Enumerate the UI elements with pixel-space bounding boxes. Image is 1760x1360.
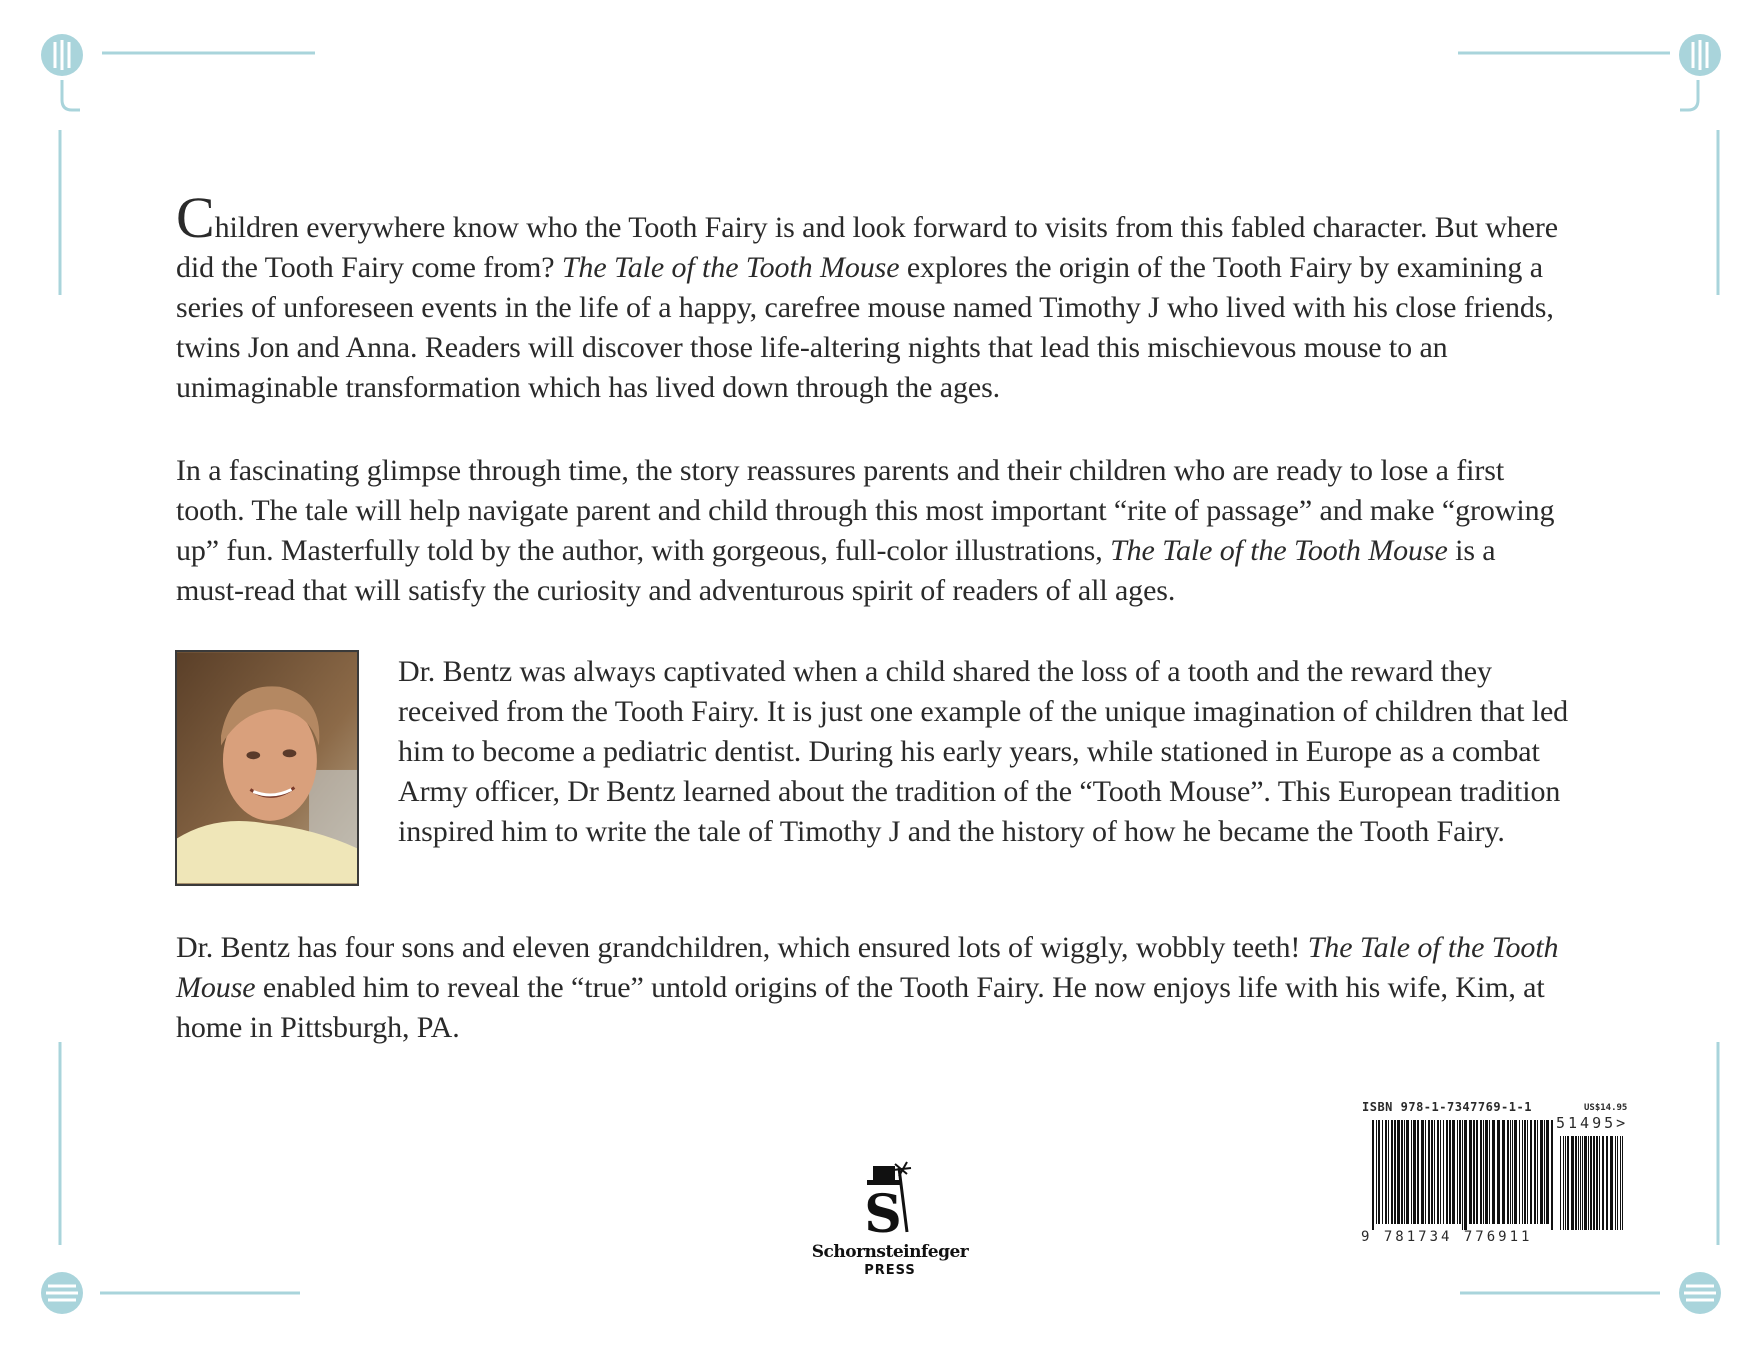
barcode-bar bbox=[1602, 1136, 1604, 1230]
barcode-bar bbox=[1537, 1120, 1538, 1224]
barcode-bar bbox=[1534, 1120, 1536, 1224]
barcode-bar bbox=[1404, 1120, 1405, 1224]
chimney-sweep-logo-icon bbox=[855, 1160, 925, 1240]
ean-digits: 9 781734 776911 bbox=[1361, 1229, 1533, 1245]
barcode-bar bbox=[1421, 1120, 1424, 1224]
barcode-bar bbox=[1401, 1120, 1403, 1224]
barcode-bar bbox=[1590, 1136, 1592, 1230]
barcode-bar bbox=[1406, 1120, 1409, 1224]
barcode-bar bbox=[1580, 1136, 1581, 1230]
barcode-bar bbox=[1512, 1120, 1513, 1224]
author-photo bbox=[175, 650, 359, 886]
barcode-bar bbox=[1388, 1120, 1389, 1224]
barcode-bar bbox=[1449, 1120, 1451, 1224]
barcode-bar bbox=[1527, 1120, 1528, 1224]
barcode-bar bbox=[1469, 1120, 1472, 1224]
barcode-bar bbox=[1376, 1120, 1377, 1224]
barcode-bar bbox=[1378, 1120, 1380, 1224]
blurb-p1-text-b: explores the origin of the Tooth Fairy by examining a series of unforeseen events in the life of a happy, carefree mouse named Timothy J who lived with his close friends, twins Jon and Anna. Readers will discover those life-altering nights that lead this mischievous mouse to an unimaginable transformation which has lived down through the ages. bbox=[176, 251, 1554, 404]
barcode-bar bbox=[1440, 1120, 1441, 1224]
barcode-bar bbox=[1507, 1120, 1509, 1224]
barcode-bar bbox=[1480, 1120, 1482, 1224]
author-family-paragraph bbox=[176, 928, 1566, 1048]
isbn-label: ISBN 978-1-7347769-1-1 bbox=[1362, 1100, 1532, 1114]
barcode-bar bbox=[1578, 1136, 1579, 1230]
barcode-bar bbox=[1443, 1120, 1444, 1224]
barcode-bar bbox=[1620, 1136, 1621, 1230]
barcode-bar bbox=[1522, 1120, 1523, 1224]
barcode-bar bbox=[1510, 1120, 1511, 1224]
barcode-bar bbox=[1514, 1120, 1517, 1224]
barcode-bar bbox=[1459, 1120, 1461, 1224]
barcode-bar bbox=[1394, 1120, 1396, 1224]
barcode-bar bbox=[1397, 1120, 1400, 1224]
barcode-bar bbox=[1413, 1120, 1416, 1224]
barcode-bar bbox=[1385, 1120, 1387, 1224]
barcode-bar bbox=[1431, 1120, 1433, 1224]
barcode-bar bbox=[1546, 1120, 1549, 1224]
barcode-bar bbox=[1563, 1136, 1564, 1230]
barcode-bar bbox=[1476, 1120, 1478, 1224]
author-portrait-icon bbox=[177, 652, 357, 884]
drop-cap: C bbox=[176, 185, 215, 250]
price-code: 51495> bbox=[1556, 1114, 1629, 1132]
barcode-bar bbox=[1571, 1136, 1574, 1230]
barcode-bar bbox=[1582, 1136, 1583, 1230]
publisher-name: Schornsteinfeger bbox=[811, 1242, 969, 1262]
publisher-logo bbox=[800, 1160, 980, 1278]
barcode-bar bbox=[1391, 1120, 1393, 1224]
barcode-bar bbox=[1565, 1136, 1566, 1230]
barcode-bar bbox=[1446, 1120, 1448, 1224]
barcode-bar bbox=[1519, 1120, 1520, 1224]
barcode-bar bbox=[1425, 1120, 1426, 1224]
publisher-imprint: PRESS bbox=[864, 1263, 916, 1278]
barcode-bar bbox=[1530, 1120, 1532, 1224]
barcode-bar bbox=[1462, 1120, 1463, 1230]
barcode-bar bbox=[1382, 1120, 1383, 1224]
barcode-bar bbox=[1502, 1120, 1505, 1224]
barcode-bar bbox=[1567, 1136, 1569, 1230]
barcode-bar bbox=[1492, 1120, 1495, 1224]
barcode-bar bbox=[1622, 1136, 1623, 1230]
barcode-bar bbox=[1452, 1120, 1455, 1224]
barcode-bar bbox=[1497, 1120, 1500, 1224]
barcode-bar bbox=[1575, 1136, 1577, 1230]
barcode-bar bbox=[1615, 1136, 1616, 1230]
barcode-bar bbox=[1596, 1136, 1598, 1230]
barcode-bar bbox=[1437, 1120, 1439, 1224]
blurb-p1-text-a: hildren everywhere know who the Tooth Fairy is and look forward to visits from this fabled character. But where did the Tooth Fairy come from? bbox=[176, 211, 1558, 284]
blurb-p2-text-a: In a fascinating glimpse through time, the story reassures parents and their children who are ready to lose a first tooth. The tale will help navigate parent and child through this most important “rite of passage” and make “growing up” fun. Masterfully told by the author, with gorgeous, full-color illustrations, bbox=[176, 454, 1555, 567]
barcode-bar bbox=[1551, 1120, 1553, 1230]
barcode-bar bbox=[1540, 1120, 1543, 1224]
author-bio: Dr. Bentz was always captivated when a child shared the loss of a tooth and the reward they received from the Tooth Fairy. It is just one example of the unique imagination of children that led him to become a pediatric dentist. During his early years, while stationed in Europe as a combat Army officer, Dr Bentz learned about the tradition of the “Tooth Mouse”. This European tradition inspired him to write the tale of Timothy J and the history of how he became the Tooth Fairy. bbox=[398, 655, 1569, 848]
barcode-bar bbox=[1464, 1120, 1467, 1230]
barcode-bar bbox=[1544, 1120, 1545, 1224]
barcode-bar bbox=[1434, 1120, 1435, 1224]
barcode-bar bbox=[1524, 1120, 1526, 1224]
barcode-bar bbox=[1417, 1120, 1419, 1224]
barcode-bars bbox=[1360, 1102, 1632, 1232]
isbn-barcode bbox=[1360, 1102, 1632, 1248]
barcode-bar bbox=[1588, 1136, 1589, 1230]
family-text-b: enabled him to reveal the “true” untold origins of the Tooth Fairy. He now enjoys life with his wife, Kim, at home in Pittsburgh, PA. bbox=[176, 971, 1545, 1044]
blurb-paragraph-2 bbox=[176, 451, 1566, 611]
book-title: The Tale of the Tooth Mouse bbox=[176, 931, 1559, 1004]
svg-text:S: S bbox=[864, 1184, 902, 1240]
book-title: The Tale of the Tooth Mouse bbox=[561, 251, 900, 284]
barcode-bar bbox=[1428, 1120, 1430, 1224]
family-text-a: Dr. Bentz has four sons and eleven grandchildren, which ensured lots of wiggly, wobbly teeth! bbox=[176, 931, 1308, 964]
blurb-paragraph-1 bbox=[176, 185, 1566, 408]
barcode-bar bbox=[1372, 1120, 1374, 1230]
barcode-bar bbox=[1599, 1136, 1600, 1230]
barcode-bar bbox=[1473, 1120, 1475, 1224]
barcode-bar bbox=[1593, 1136, 1595, 1230]
barcode-bar bbox=[1606, 1136, 1608, 1230]
barcode-bar bbox=[1560, 1136, 1561, 1230]
barcode-bar bbox=[1489, 1120, 1490, 1224]
barcode-bar bbox=[1610, 1136, 1613, 1230]
price-label: US$14.95 bbox=[1584, 1103, 1628, 1113]
barcode-bar bbox=[1584, 1136, 1587, 1230]
blurb-p2-text-b: is a must-read that will satisfy the curiosity and adventurous spirit of readers of all ages. bbox=[176, 534, 1496, 607]
barcode-bar bbox=[1457, 1120, 1458, 1224]
barcode-bar bbox=[1485, 1120, 1488, 1224]
barcode-bar bbox=[1617, 1136, 1618, 1230]
barcode-bar bbox=[1411, 1120, 1412, 1224]
book-title: The Tale of the Tooth Mouse bbox=[1110, 534, 1448, 567]
barcode-bar bbox=[1483, 1120, 1484, 1224]
